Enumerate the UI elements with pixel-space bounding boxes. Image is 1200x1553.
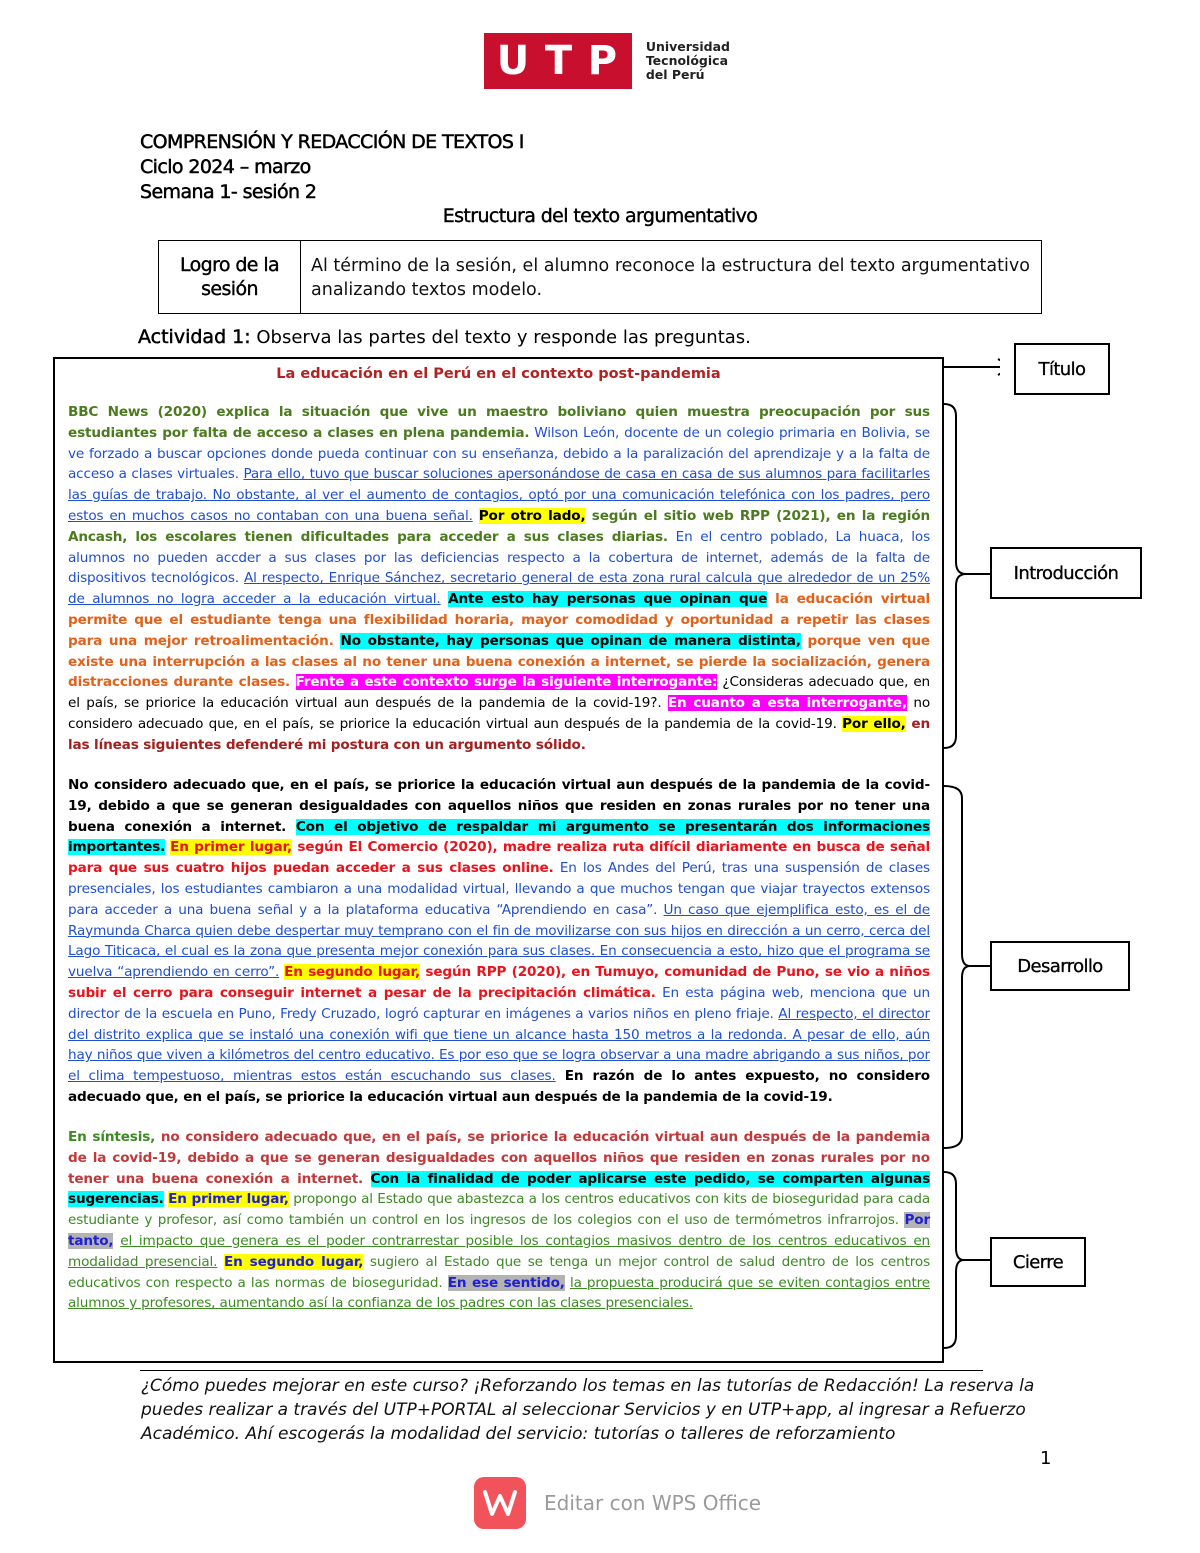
activity-text: Observa las partes del texto y responde las preguntas.	[250, 327, 751, 348]
introduction-paragraph: BBC News (2020) explica la situación que vive un maestro boliviano quien muestra preocupación por sus estudiantes por falta de acceso a clases en plena pandemia. Wilson León, docente de un colegio primaria en Bolivia, se ve forzado a buscar opciones donde pueda continuar con su enseñanza, debido a la paralización del aprendizaje y a la falta de acceso a clases virtuales. Para ello, tuvo que buscar soluciones apersonándose de casa en casa de sus alumnos para facilitarles las guías de trabajo. No obstante, al ver el aumento de contagios, optó por una comunicación telefónica con los padres, pero estos en muchos casos no contaban con una buena señal. Por otro lado, según el sitio web RPP (2021), en la región Ancash, los escolares tienen dificultades para acceder a sus clases diarias. En el centro poblado, La huaca, los alumnos no pueden accder a sus clases por las deficiencias respecto a la cobertura de internet, además de la falta de dispositivos tecnológicos. Al respecto, Enrique Sánchez, secretario general de esta zona rural calcula que alrededor de un 25% de alumnos no logra acceder a la educación virtual. Ante esto hay personas que opinan que la educación virtual permite que el estudiante tenga una flexibilidad horaria, mayor comodidad y oportunidad a repetir las clases para una mejor retroalimentación. No obstante, hay personas que opinan de manera distinta, porque ven que existe una interrupción a las clases al no tener una buena conexión a internet, se pierde la socialización, genera distracciones durante clases. Frente a este contexto surge la siguiente interrogante: ¿Consideras adecuado que, en el país, se priorice la educación virtual aun después de la pandemia de la covid-19?. En cuanto a esta interrogante, no considero adecuado que, en el país, se priorice la educación virtual aun después de la pandemia de la covid-19. Por ello, en las líneas siguientes defenderé mi postura con un argumento sólido.	[68, 404, 931, 753]
utp-logo	[484, 32, 730, 90]
document-title: La educación en el Perú en el contexto post-pandemia	[276, 366, 721, 382]
activity-instruction	[138, 326, 751, 348]
footer-separator	[140, 1370, 983, 1371]
logro-text: Al término de la sesión, el alumno reconoce la estructura del texto argumentativo analizando textos modelo.	[311, 256, 1030, 300]
cierre-bracket	[944, 1172, 964, 1348]
cycle-line: Ciclo 2024 – marzo	[140, 156, 311, 178]
logro-table	[158, 240, 1042, 314]
label-titulo: Título	[1014, 343, 1110, 395]
university-name: Universidad Tecnológica del Perú	[645, 39, 730, 82]
footer-note: ¿Cómo puedes mejorar en este curso? ¡Reforzando los temas en las tutorías de Redacción! La reserva la puedes realizar a través del UTP+PORTAL al seleccionar Servicios y en UTP+app, al ingresar a Refuerzo Académico. Ahí escogerás la modalidad del servicio: tutorías o talleres de reforzamiento	[141, 1376, 1035, 1444]
structure-brackets	[940, 340, 1000, 1360]
logo-letter-p: P	[587, 38, 620, 84]
section-title: Estructura del texto argumentativo	[442, 205, 758, 227]
desarrollo-bracket	[944, 786, 970, 1148]
closing-paragraph: En síntesis, no considero adecuado que, en el país, se priorice la educación virtual aun después de la pandemia de la covid-19, debido a que se generan desigualdades con aquellos niños que residen en zonas rurales por no tener una buena conexión a internet. Con la finalidad de poder aplicarse este pedido, se comparten algunas sugerencias. En primer lugar, propongo al Estado que abastezca a los centros educativos con kits de bioseguridad para cada estudiante y profesor, así como también un control en los ingresos de los colegios con el uso de termómetros infrarrojos. Por tanto, el impacto que genera es el poder contrarrestar posible los contagios masivos dentro de los centros educativos en modalidad presencial. En segundo lugar, sugiero al Estado que se tenga un mejor control de salud dentro de los centros educativos con respecto a las normas de bioseguridad. En ese sentido, la propuesta producirá que se eviten contagios entre alumnos y profesores, aumentando así la confianza de los padres con las clases presenciales.	[68, 1129, 931, 1312]
wps-edit-button[interactable]	[474, 1476, 761, 1530]
label-cierre: Cierre	[990, 1237, 1086, 1287]
week-line: Semana 1- sesión 2	[140, 181, 317, 203]
activity-label: Actividad 1:	[138, 326, 251, 348]
page-number: 1	[1040, 1448, 1052, 1469]
course-title: COMPRENSIÓN Y REDACCIÓN DE TEXTOS I	[140, 131, 524, 153]
introduccion-bracket	[944, 404, 966, 748]
label-desarrollo: Desarrollo	[990, 941, 1130, 991]
label-introduccion: Introducción	[990, 547, 1142, 599]
wps-edit-label: Editar con WPS Office	[544, 1491, 762, 1515]
logo-letter-t: T	[544, 38, 575, 84]
development-paragraph: No considero adecuado que, en el país, se priorice la educación virtual aun después de la pandemia de la covid-19, debido a que se generan desigualdades con aquellos niños que residen en zonas rurales por no tener una buena conexión a internet. Con el objetivo de respaldar mi argumento se presentarán dos informaciones importantes. En primer lugar, según El Comercio (2020), madre realiza ruta difícil diariamente en busca de señal para que sus cuatro hijos puedan acceder a sus clases online. En los Andes del Perú, tras una suspensión de clases presenciales, los estudiantes cambiaron a una modalidad virtual, llevando a que muchos tengan que viajar trayectos extensos para acceder a una buena señal y a la plataforma educativa “Aprendiendo en casa”. Un caso que ejemplifica esto, es el de Raymunda Charca quien debe despertar muy temprano con el fin de movilizarse con sus hijos en dirección a un cerro, cerca del Lago Titicaca, el cual es la zona que presenta mejor conexión para sus clases. En consecuencia a esto, hizo que el programa se vuelva “aprendiendo en cerro”. En segundo lugar, según RPP (2020), en Tumuyo, comunidad de Puno, se vio a niños subir el cerro para conseguir internet a pesar de la precipitación climática. En esta página web, menciona que un director de la escuela en Puno, Fredy Cruzado, logró capturar en imágenes a varios niños en pleno friaje. Al respecto, el director del distrito explica que se instaló una conexión wifi que tiene un alcance hasta 150 metros a la redonda. A pesar de ello, aún hay niños que viven a kilómetros del centro educativo. Es por eso que se logra observar a una madre abrigando a sus niños, por el clima tempestuoso, mientras estos están escuchando sus clases. En razón de lo antes expuesto, no considero adecuado que, en el país, se priorice la educación virtual aun después de la pandemia de la covid-19.	[68, 777, 930, 1105]
logro-label: Logro de la sesión	[159, 241, 301, 313]
logo-letter-u: U	[496, 38, 532, 84]
wps-logo-icon	[474, 1477, 526, 1529]
utp-logo-mark	[484, 33, 632, 89]
